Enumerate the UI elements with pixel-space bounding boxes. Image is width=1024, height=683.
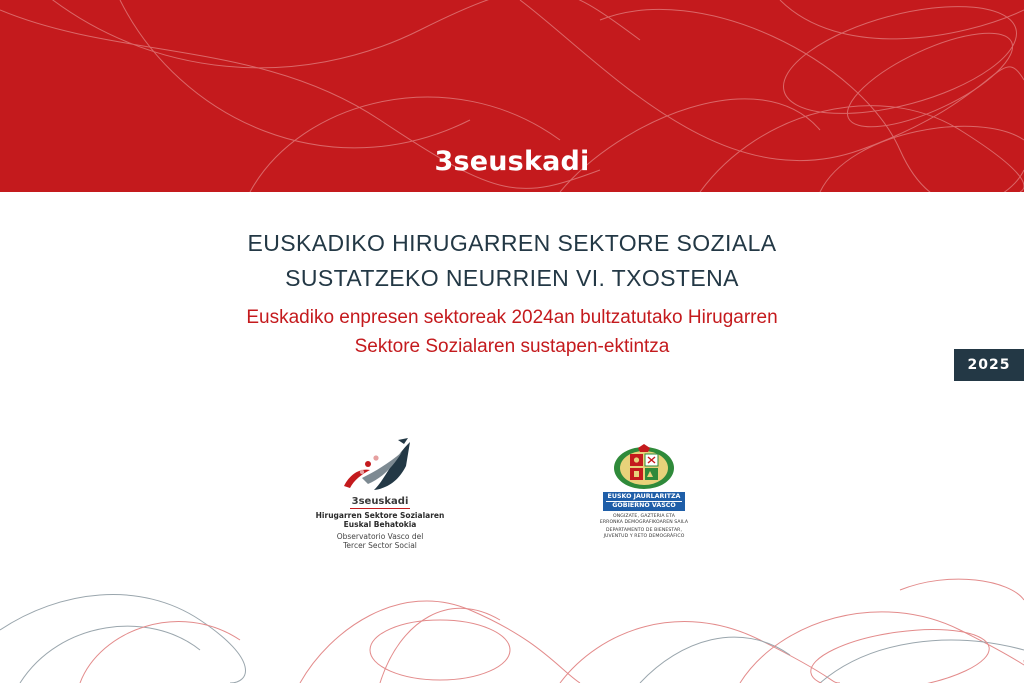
header-banner bbox=[0, 0, 1024, 192]
department-name-eu-1: ONGIZATE, GAZTERIA ETA bbox=[613, 514, 675, 519]
report-title bbox=[0, 226, 1024, 296]
government-name-es: GOBIERNO VASCO bbox=[612, 502, 676, 509]
department-name bbox=[586, 514, 702, 540]
observatory-brand: 3seuskadi bbox=[351, 496, 409, 507]
report-title-line-1: EUSKADIKO HIRUGARREN SEKTORE SOZIALA bbox=[247, 230, 777, 256]
department-name-es-1: DEPARTAMENTO DE BIENESTAR, bbox=[605, 528, 683, 533]
report-subtitle bbox=[0, 303, 1024, 361]
department-name-eu-2: ERRONKA DEMOGRAFIKOAREN SAILA bbox=[599, 520, 689, 525]
observatory-name-es-2: Tercer Sector Social bbox=[343, 541, 417, 550]
report-subtitle-line-1: Euskadiko enpresen sektoreak 2024an bultzatutako Hirugarren bbox=[246, 307, 778, 328]
observatory-emblem-icon bbox=[340, 438, 420, 496]
brand-divider bbox=[350, 508, 410, 509]
banner-title: 3seuskadi bbox=[434, 146, 590, 177]
year-badge: 2025 bbox=[954, 349, 1024, 381]
report-title-line-2: SUSTATZEKO NEURRIEN VI. TXOSTENA bbox=[285, 265, 739, 291]
report-subtitle-line-2: Sektore Sozialaren sustapen-ektintza bbox=[354, 336, 670, 357]
observatory-logo bbox=[305, 438, 455, 556]
basque-government-logo bbox=[586, 444, 702, 544]
government-name-box bbox=[603, 492, 685, 511]
observatory-name-es-1: Observatorio Vasco del bbox=[336, 532, 424, 541]
observatory-name-eu-2: Euskal Behatokia bbox=[343, 520, 417, 529]
footer-decorative-curves bbox=[0, 560, 1024, 683]
basque-coat-of-arms-icon bbox=[612, 444, 676, 490]
government-name-eu: EUSKO JAURLARITZA bbox=[607, 493, 681, 500]
department-name-es-2: JUVENTUD Y RETO DEMOGRÁFICO bbox=[603, 534, 685, 539]
observatory-name-eu-1: Hirugarren Sektore Sozialaren bbox=[315, 511, 445, 520]
